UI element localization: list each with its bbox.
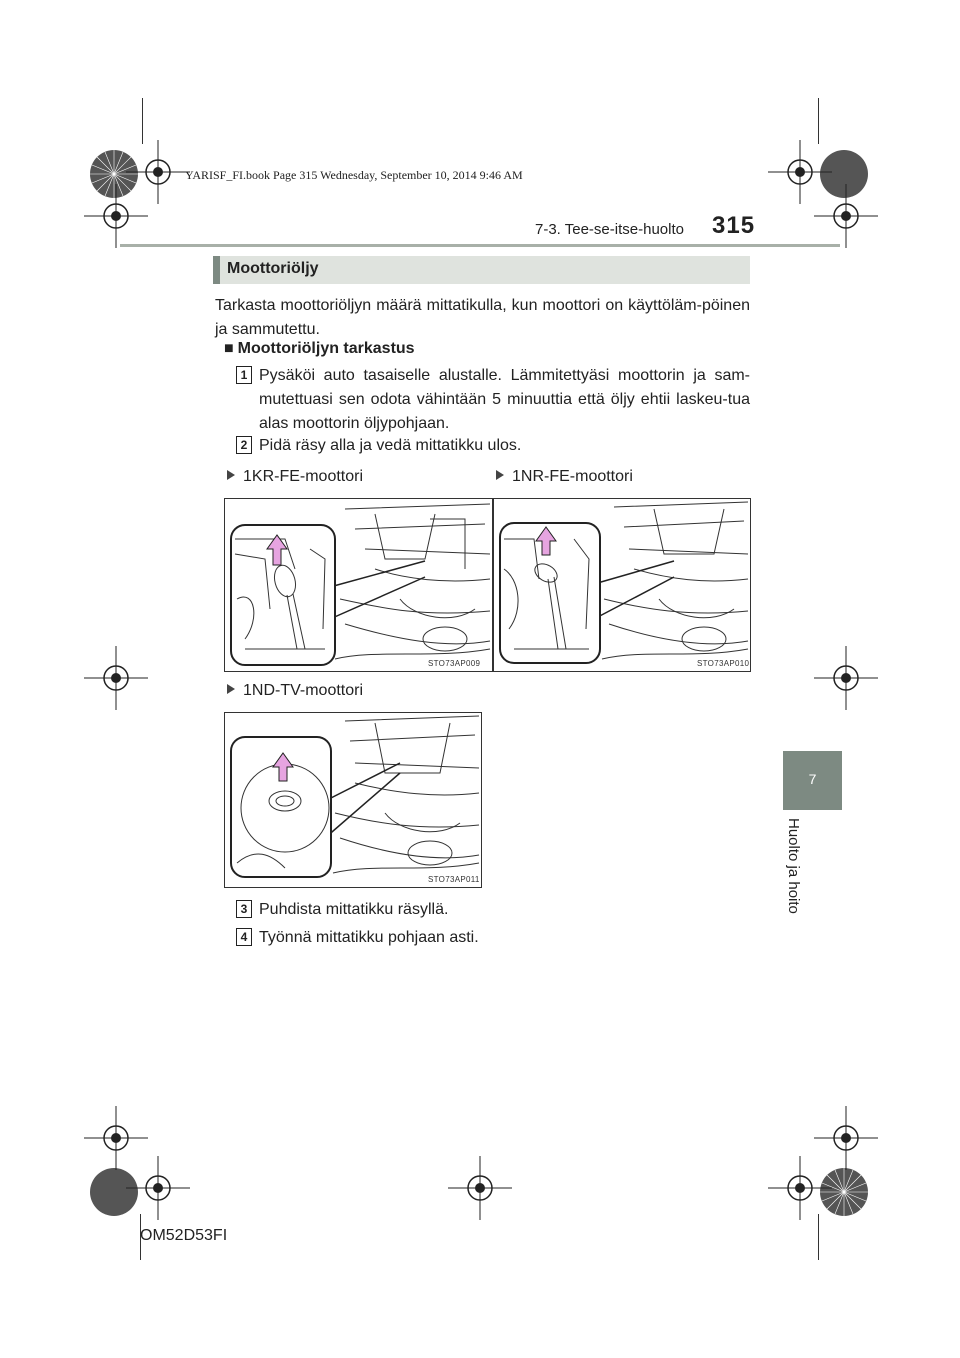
section-title: Moottoriöljy: [227, 260, 319, 277]
registration-mark-icon: [444, 1152, 516, 1224]
registration-mark-icon: [122, 1152, 194, 1224]
figure-code: STO73AP011: [428, 875, 480, 884]
page-number: 315: [712, 212, 756, 239]
section-title-bar: [213, 256, 750, 284]
engine-figure-1kr: [224, 498, 493, 672]
crop-line: [142, 98, 143, 144]
intro-paragraph: Tarkasta moottoriöljyn määrä mittatikulla, kun moottori on käyttöläm-pöinen ja sammutettu.: [215, 297, 750, 338]
chapter-number: 7: [808, 771, 817, 787]
registration-mark-icon: [810, 642, 882, 714]
square-bullet-icon: ■: [224, 340, 234, 357]
document-code: OM52D53FI: [140, 1227, 228, 1244]
subheading: [224, 340, 415, 358]
variant-label: 1NR-FE-moottori: [496, 468, 633, 486]
triangle-bullet-icon: [227, 684, 235, 694]
step-number-badge: 2: [236, 436, 252, 454]
triangle-bullet-icon: [227, 470, 235, 480]
step-number-badge: 3: [236, 900, 252, 918]
figure-code: STO73AP010: [697, 659, 750, 668]
chapter-title: Huolto ja hoito: [785, 818, 802, 914]
variant-label: 1KR-FE-moottori: [227, 468, 363, 486]
step-text: Työnnä mittatikku pohjaan asti.: [259, 929, 479, 946]
step-number-badge: 4: [236, 928, 252, 946]
crop-line: [818, 1214, 819, 1260]
registration-mark-icon: [80, 642, 152, 714]
registration-mark-icon: [764, 1152, 836, 1224]
header-section-title: 7-3. Tee-se-itse-huolto: [535, 221, 684, 238]
step-text: Pidä räsy alla ja vedä mittatikku ulos.: [259, 437, 522, 454]
registration-mark-icon: [810, 180, 882, 252]
step-text: Puhdista mittatikku räsyllä.: [259, 901, 449, 918]
crop-line: [818, 98, 819, 144]
subheading-text: Moottoriöljyn tarkastus: [237, 340, 415, 357]
registration-mark-icon: [80, 180, 152, 252]
triangle-bullet-icon: [496, 470, 504, 480]
chapter-side-label: [786, 818, 804, 958]
chapter-tab: [783, 751, 842, 810]
engine-figure-1nd: [224, 712, 482, 888]
book-info: YARISF_FI.book Page 315 Wednesday, September 10, 2014 9:46 AM: [185, 168, 523, 182]
step-text: Pysäköi auto tasaiselle alustalle. Lämmitettyäsi moottorin ja sam-mutettuasi sen odota vähintään 5 minuuttia että öljy ehtii laskeu-tua alas moottorin öljypohjaan.: [259, 367, 750, 432]
engine-figure-1nr: [493, 498, 751, 672]
section-accent: [213, 256, 220, 284]
figure-code: STO73AP009: [428, 659, 481, 668]
variant-label: 1ND-TV-moottori: [227, 682, 363, 700]
step-number-badge: 1: [236, 366, 252, 384]
header-rule: [120, 244, 840, 247]
